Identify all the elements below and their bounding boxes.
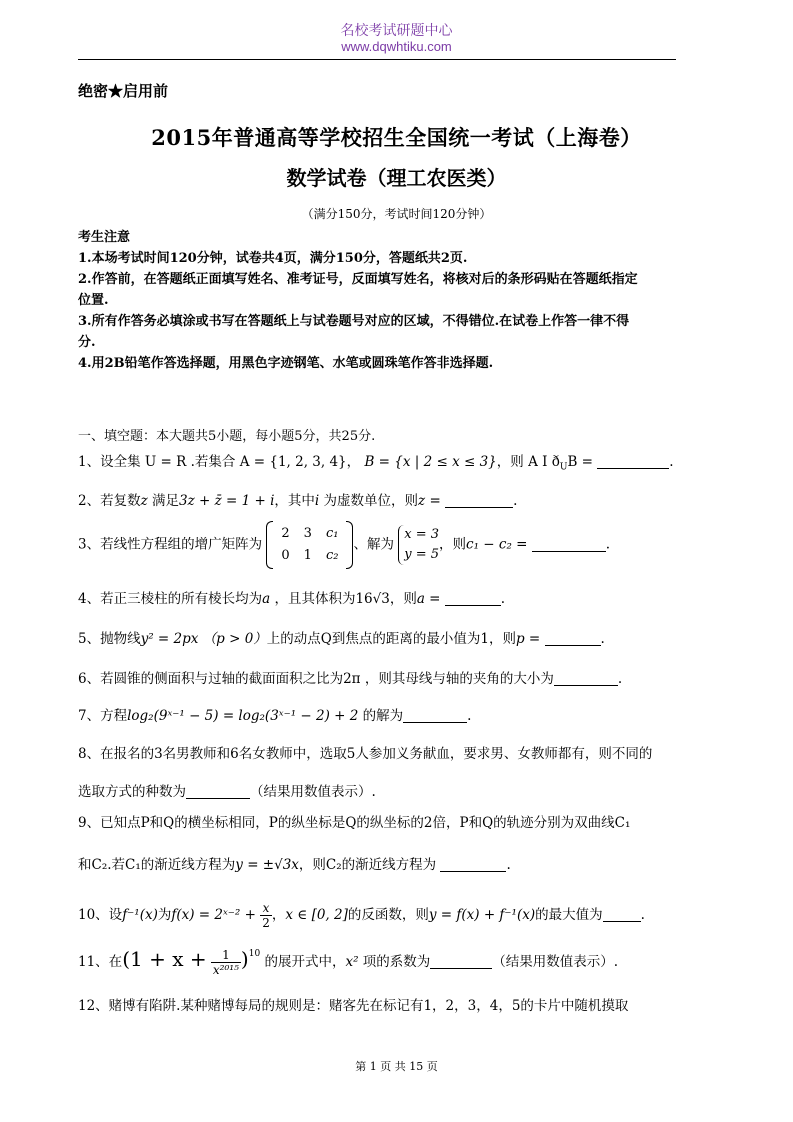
- answer-blank[interactable]: [603, 907, 641, 922]
- q8-text: 选取方式的种数为: [78, 784, 186, 800]
- question-11: [78, 948, 618, 977]
- q4-end: .: [500, 591, 506, 607]
- q10-end: .: [640, 907, 645, 923]
- q1-universal-set: U = R: [144, 454, 187, 470]
- q11-fraction: [211, 948, 241, 977]
- q3-text: 3、若线性方程组的增广矩阵为: [78, 536, 263, 553]
- matrix-cell: 0: [281, 548, 290, 563]
- question-2: [78, 491, 517, 511]
- q8-text: （结果用数值表示）.: [250, 784, 376, 800]
- q5-parabola: y² = 2px: [140, 631, 199, 647]
- site-title: 名校考试研题中心: [340, 23, 453, 39]
- answer-blank[interactable]: [445, 591, 501, 606]
- q9-text: 和C₂.若C₁的渐近线方程为: [78, 857, 236, 873]
- q7-end: .: [467, 708, 472, 724]
- section-heading: 一、填空题：本大题共5小题，每小题5分，共25分.: [78, 429, 376, 444]
- q4-volume: 16√3: [355, 591, 390, 607]
- q6-ratio: 2π: [343, 671, 361, 687]
- q11-binomial-open: (1 + x +: [122, 947, 207, 971]
- augmented-matrix: [266, 523, 353, 567]
- fraction-numerator: 1: [211, 948, 241, 963]
- q9-end: .: [506, 857, 511, 873]
- answer-blank[interactable]: [532, 537, 606, 552]
- q10-domain: x ∈ [0, 2]: [285, 907, 348, 923]
- q7-text: 7、方程: [78, 708, 128, 724]
- q7-equation: log₂(9ˣ⁻¹ − 5) = log₂(3ˣ⁻¹ − 2) + 2: [127, 708, 359, 724]
- header-rule: [78, 59, 676, 60]
- solution-x: x = 3: [404, 527, 440, 542]
- q2-text: 为虚数单位，则: [323, 493, 419, 509]
- q9-text: ，则C₂的渐近线方程为: [298, 857, 437, 873]
- answer-blank[interactable]: [186, 784, 250, 799]
- q1-op: A I ð: [528, 454, 560, 470]
- exam-duration: （满分150分，考试时间120分钟）: [301, 207, 492, 221]
- question-8-line-1: 8、在报名的3名男教师和6名女教师中，选取5人参加义务献血，要求男、女教师都有，则不同的: [78, 746, 653, 762]
- note-item: 位置.: [78, 293, 109, 308]
- q10-expression: y = f(x) + f⁻¹(x): [428, 907, 536, 923]
- q2-var-z: z: [140, 493, 148, 509]
- matrix-cell: 3: [303, 526, 312, 541]
- q6-text: 6、若圆锥的侧面积与过轴的截面面积之比为: [78, 671, 344, 687]
- q1-set-a: A = {1, 2, 3, 4}: [239, 454, 347, 470]
- question-9-line-1: 9、已知点P和Q的横坐标相同，P的纵坐标是Q的纵坐标的2倍，P和Q的轨迹分别为双曲线C₁: [78, 815, 631, 831]
- question-8-line-2: [78, 782, 376, 802]
- solution-system: [398, 525, 439, 565]
- q11-text: 的展开式中，: [264, 954, 346, 970]
- exam-subtitle: 数学试卷（理工农医类）: [286, 166, 507, 190]
- matrix-cell: c₂: [325, 548, 339, 563]
- candidate-notes: [78, 227, 678, 374]
- q4-text: 4、若正三棱柱的所有棱长均为: [78, 591, 263, 607]
- q2-text: 满足: [152, 493, 180, 509]
- question-4: [78, 589, 505, 609]
- answer-blank[interactable]: [554, 671, 618, 686]
- q1-comma: ，: [346, 454, 361, 470]
- q11-term: x²: [345, 954, 359, 970]
- q5-text: 5、抛物线: [78, 631, 141, 647]
- q4-text: ，且其体积为: [274, 591, 356, 607]
- q5-expression: p =: [515, 631, 541, 647]
- q11-binomial-close: ): [240, 947, 249, 971]
- notes-heading: 考生注意: [78, 230, 131, 245]
- q2-end: .: [513, 493, 518, 509]
- matrix-cell: 2: [281, 526, 290, 541]
- q3-text: ，则: [439, 536, 467, 553]
- question-1: [78, 452, 674, 472]
- q2-var-i: i: [314, 493, 320, 509]
- question-5: [78, 629, 605, 649]
- q11-text: （结果用数值表示）.: [492, 954, 619, 970]
- fraction-numerator: x: [260, 901, 272, 916]
- q10-inverse-function: f⁻¹(x): [122, 907, 158, 923]
- site-url[interactable]: www.dqwhtiku.com: [341, 39, 452, 54]
- answer-blank[interactable]: [597, 454, 669, 469]
- q3-end: .: [605, 536, 611, 553]
- question-10: [78, 901, 645, 930]
- q2-text: ，其中: [274, 493, 315, 509]
- q10-text: 的反函数，则: [347, 907, 429, 923]
- question-9-line-2: [78, 855, 511, 875]
- q2-var-z-eq: z =: [418, 493, 441, 509]
- q3-text: 、解为: [353, 536, 394, 553]
- q7-text: 的解为: [362, 708, 404, 724]
- answer-blank[interactable]: [440, 857, 506, 872]
- answer-blank[interactable]: [403, 708, 467, 723]
- q5-end: .: [600, 631, 605, 647]
- q2-text: 2、若复数: [78, 493, 141, 509]
- note-item: 4.用2B铅笔作答选择题，用黑色字迹钢笔、水笔或圆珠笔作答非选择题.: [78, 356, 494, 371]
- q10-fraction: [260, 901, 272, 930]
- q5-text: 上的动点Q到焦点的距离的最小值为1，则: [266, 631, 516, 647]
- q11-power: 10: [248, 949, 261, 959]
- q10-text: ，: [271, 907, 286, 923]
- q1-set-b: B = {x | 2 ≤ x ≤ 3}: [364, 454, 497, 470]
- matrix-bracket-right: [346, 521, 353, 569]
- note-item: 3.所有作答务必填涂或书写在答题纸上与试卷题号对应的区域，不得错位.在试卷上作答一律不得: [78, 314, 630, 329]
- q1-text: .若集合: [190, 454, 236, 470]
- q4-expression: a =: [416, 591, 441, 607]
- q1-op-sub: U: [559, 462, 568, 473]
- q10-text: 为: [157, 907, 172, 923]
- q2-equation: 3z + z̄ = 1 + i: [179, 493, 275, 509]
- matrix-cell: 1: [303, 548, 312, 563]
- question-3: [78, 523, 610, 567]
- question-7: [78, 706, 471, 726]
- q1-end: .: [669, 454, 674, 470]
- note-item: 分.: [78, 335, 96, 350]
- question-12-line-1: 12、赌博有陷阱.某种赌博每局的规则是：赌客先在标记有1，2，3，4，5的卡片中随机摸取: [78, 998, 629, 1014]
- answer-blank[interactable]: [430, 954, 492, 969]
- q6-text: ，则其母线与轴的夹角的大小为: [364, 671, 554, 687]
- q11-text: 11、在: [78, 954, 123, 970]
- q3-expression: c₁ − c₂ =: [466, 536, 528, 553]
- fraction-denominator: x²⁰¹⁵: [212, 963, 239, 977]
- q4-var-a: a: [262, 591, 271, 607]
- exam-title: 2015年普通高等学校招生全国统一考试（上海卷）: [151, 125, 642, 150]
- q1-text: ，则: [496, 454, 524, 470]
- note-item: 1.本场考试时间120分钟，试卷共4页，满分150分，答题纸共2页.: [78, 251, 468, 266]
- q4-text: ，则: [389, 591, 417, 607]
- question-6: [78, 669, 622, 689]
- fraction-denominator: 2: [262, 916, 270, 930]
- solution-y: y = 5: [404, 547, 440, 562]
- matrix-bracket-left: [266, 521, 273, 569]
- q1-b-eq: B =: [567, 454, 593, 470]
- q6-end: .: [617, 671, 623, 687]
- q1-text: 1、设全集: [78, 454, 141, 470]
- answer-blank[interactable]: [445, 493, 513, 508]
- note-item: 2.作答前，在答题纸正面填写姓名、准考证号，反面填写姓名，将核对后的条形码贴在答题纸指定: [78, 272, 638, 287]
- matrix-cell: c₁: [325, 526, 339, 541]
- q5-condition: （p > 0）: [202, 631, 267, 647]
- q10-text: 10、设: [78, 907, 123, 923]
- matrix-table: [274, 523, 345, 567]
- q10-text: 的最大值为: [535, 907, 603, 923]
- answer-blank[interactable]: [545, 631, 601, 646]
- q10-function: f(x) = 2ˣ⁻² +: [171, 907, 256, 923]
- page-number: 第 1 页 共 15 页: [355, 1060, 438, 1073]
- q9-asymptote: y = ±√3x: [235, 857, 299, 873]
- secret-mark: 绝密★启用前: [78, 82, 169, 100]
- q11-text: 项的系数为: [362, 954, 431, 970]
